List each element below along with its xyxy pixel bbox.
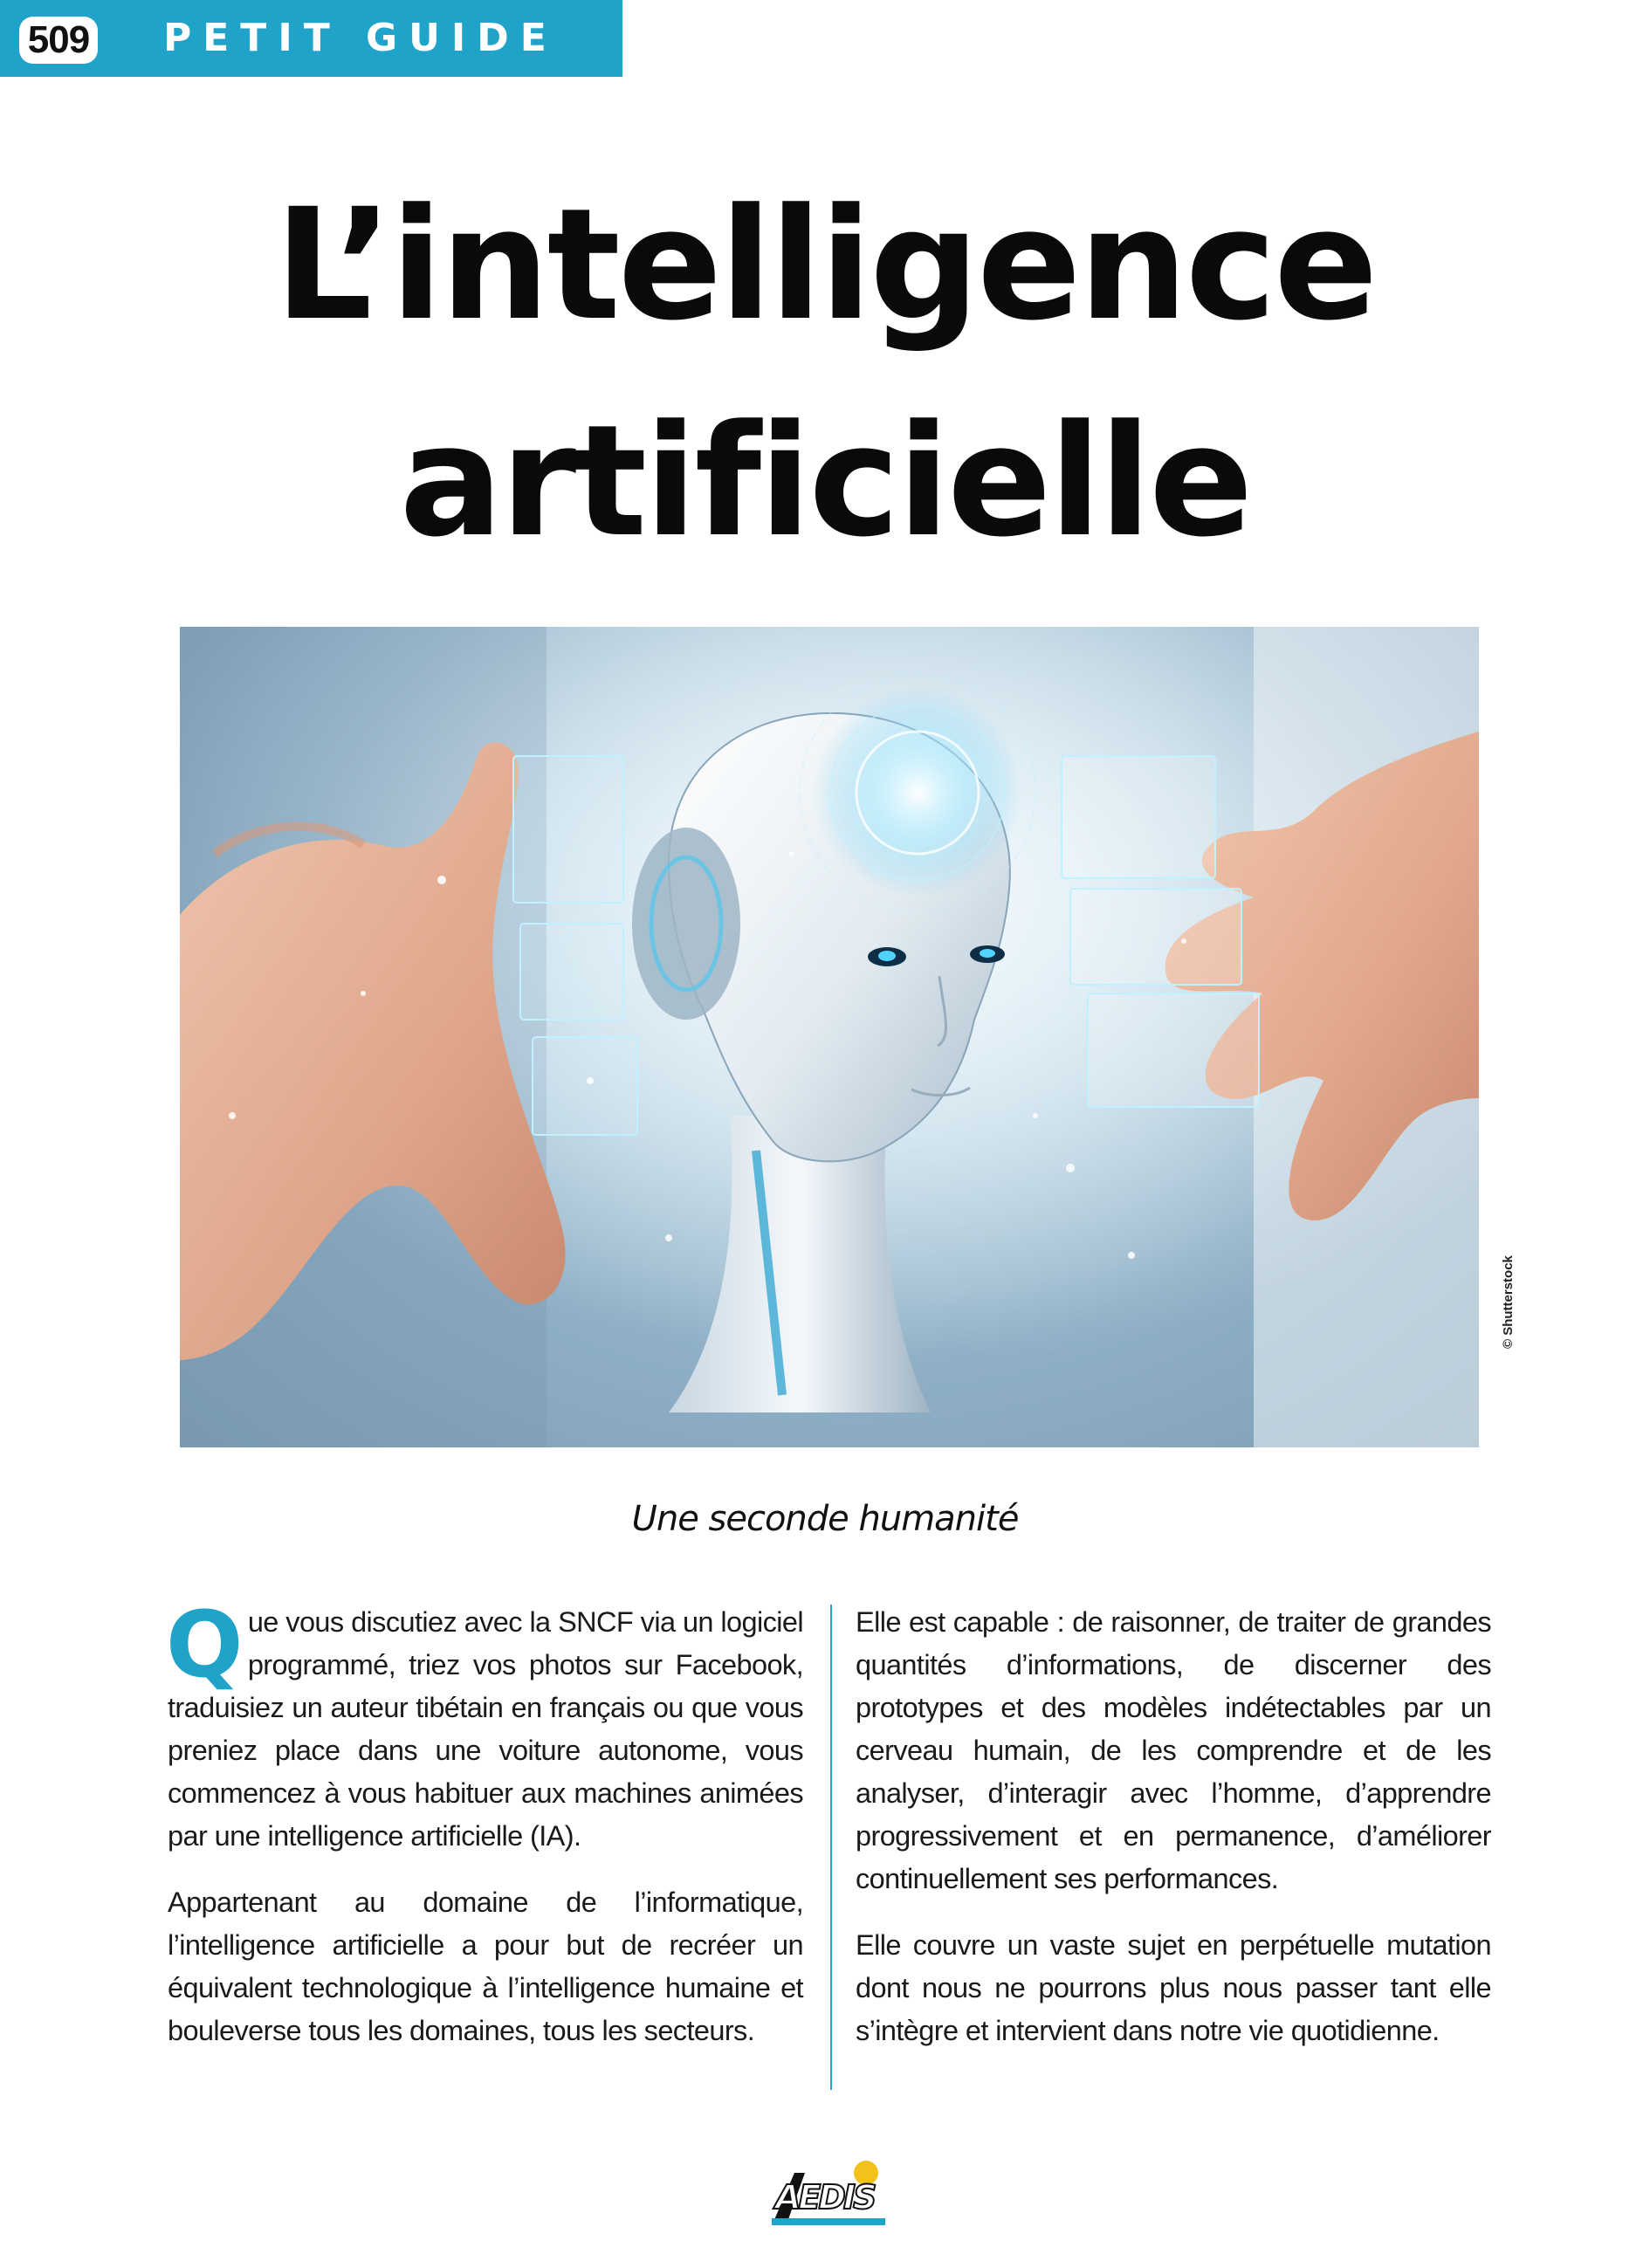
page-title <box>0 157 1650 590</box>
paragraph-scope: Elle couvre un vaste sujet en perpétuelle mutation dont nous ne pourrons plus nous passer tant elle s’intègre et intervient dans notre vie quotidienne. <box>856 1929 1491 2046</box>
series-name: PETIT GUIDE <box>163 16 558 60</box>
header-band <box>0 0 622 77</box>
publisher-logo-text: AEDIS <box>775 2178 875 2216</box>
publisher-logo <box>768 2154 890 2232</box>
title-line-1: L’intelligence <box>274 175 1376 354</box>
drop-cap: Q <box>166 1591 243 1698</box>
body-column-left <box>166 1591 803 2076</box>
subtitle: Une seconde humanité <box>631 1499 1019 1539</box>
ai-robot-head-hands-illustration-icon <box>180 627 1479 1447</box>
image-credit: © Shutterstock <box>1501 1255 1516 1349</box>
paragraph-intro <box>166 1591 803 1858</box>
body-column-right <box>856 1601 1491 2076</box>
paragraph-capabilities: Elle est capable : de raisonner, de traiter de grandes quantités d’informations, de discerner des prototypes et des modèles indétectables par un cerveau humain, de les comprendre et de les analyser, d’interagir avec l’homme, d’apprendre progressivement et en permanence, d’améliorer continuellement ses performances. <box>856 1606 1491 1894</box>
hero-image <box>180 627 1479 1447</box>
issue-number-badge: 509 <box>19 17 98 64</box>
column-divider <box>830 1605 832 2090</box>
title-line-2: artificielle <box>399 392 1251 571</box>
paragraph-domain: Appartenant au domaine de l’informatique, l’intelligence artificielle a pour but de recréer un équivalent technologique à l’intelligence humaine et bouleverse tous les domaines, tous les secteurs. <box>168 1887 803 2046</box>
paragraph-intro-text: ue vous discutiez avec la SNCF via un logiciel programmé, triez vos photos sur Facebook, traduisiez un auteur tibétain en français ou que vous preniez place dans une voiture autonome, vous commencez à vous habituer aux machines animées par une intelligence artificielle (IA). <box>168 1606 803 1852</box>
